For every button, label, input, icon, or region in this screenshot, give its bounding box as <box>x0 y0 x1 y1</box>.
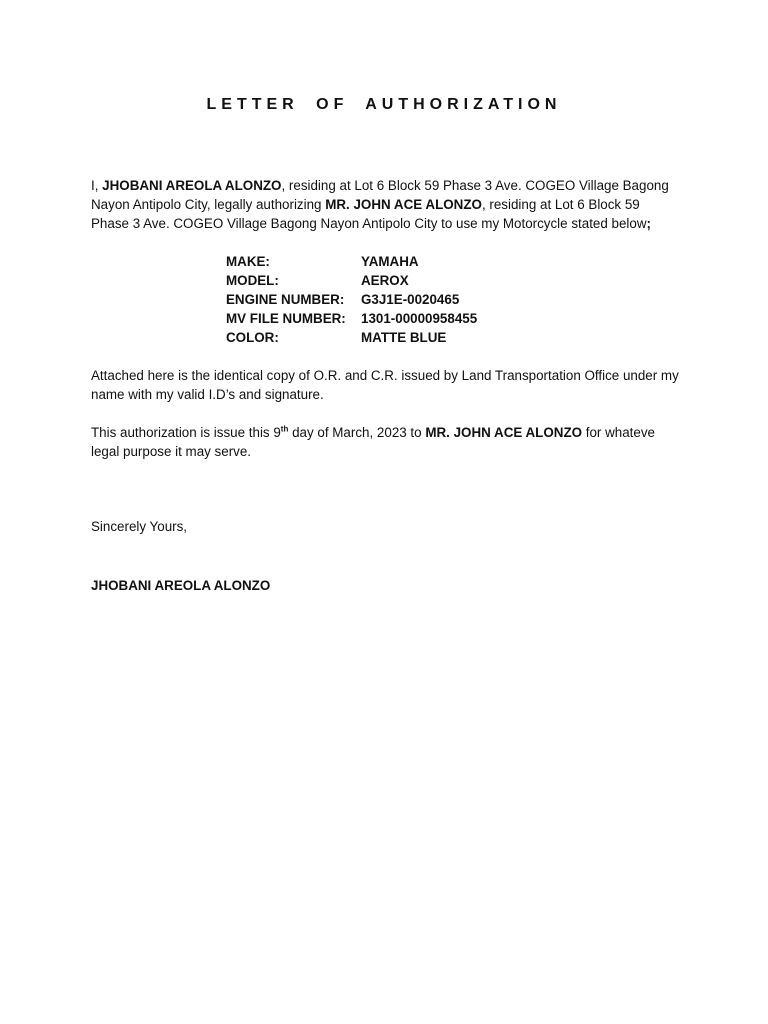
spec-value: 1301-00000958455 <box>361 311 478 326</box>
intro-text-1: I, <box>91 178 103 193</box>
grantee-name: MR. JOHN ACE ALONZO <box>325 197 482 212</box>
spec-row-mv-file-number <box>226 309 477 328</box>
spec-row-make <box>226 252 477 271</box>
intro-text-2: , residing at Lot 6 Block 59 Phase 3 Ave. COGEO Village Bagong Nayon Antipolo City, legally authorizing <box>91 178 669 212</box>
spec-value: AEROX <box>361 273 409 288</box>
spec-value: YAMAHA <box>361 254 419 269</box>
closing-salutation: Sincerely Yours, <box>91 519 188 534</box>
grantor-name: JHOBANI AREOLA ALONZO <box>102 178 282 193</box>
ordinal-suffix: th <box>280 424 289 434</box>
attached-paragraph: Attached here is the identical copy of O.R. and C.R. issued by Land Transportation Office under my name with my valid I.D’s and signature. <box>91 368 679 402</box>
issue-text-1: This authorization is issue this 9 <box>91 425 281 440</box>
issue-text-3: for whateve legal purpose it may serve. <box>91 425 655 459</box>
spec-label: MODEL: <box>226 273 279 288</box>
spec-value: G3J1E-0020465 <box>361 292 460 307</box>
spec-label: MAKE: <box>226 254 270 269</box>
intro-semicolon: ; <box>646 216 651 231</box>
issue-text-2: day of March, 2023 to <box>288 425 426 440</box>
letter-title: LETTER OF AUTHORIZATION <box>206 96 562 113</box>
spec-row-color <box>226 328 477 347</box>
intro-text-3: , residing at Lot 6 Block 59 Phase 3 Ave. COGEO Village Bagong Nayon Antipolo City to use my Motorcycle stated below <box>91 197 647 231</box>
signer-name: JHOBANI AREOLA ALONZO <box>91 578 271 593</box>
intro-paragraph <box>91 176 681 233</box>
motorcycle-specs-table <box>226 252 477 347</box>
issue-paragraph <box>91 423 681 461</box>
spec-label: MV FILE NUMBER: <box>226 311 346 326</box>
spec-label: ENGINE NUMBER: <box>226 292 345 307</box>
issue-grantee-name: MR. JOHN ACE ALONZO <box>425 425 583 440</box>
spec-row-engine-number <box>226 290 477 309</box>
spec-value: MATTE BLUE <box>361 330 447 345</box>
spec-row-model <box>226 271 477 290</box>
spec-label: COLOR: <box>226 330 279 345</box>
